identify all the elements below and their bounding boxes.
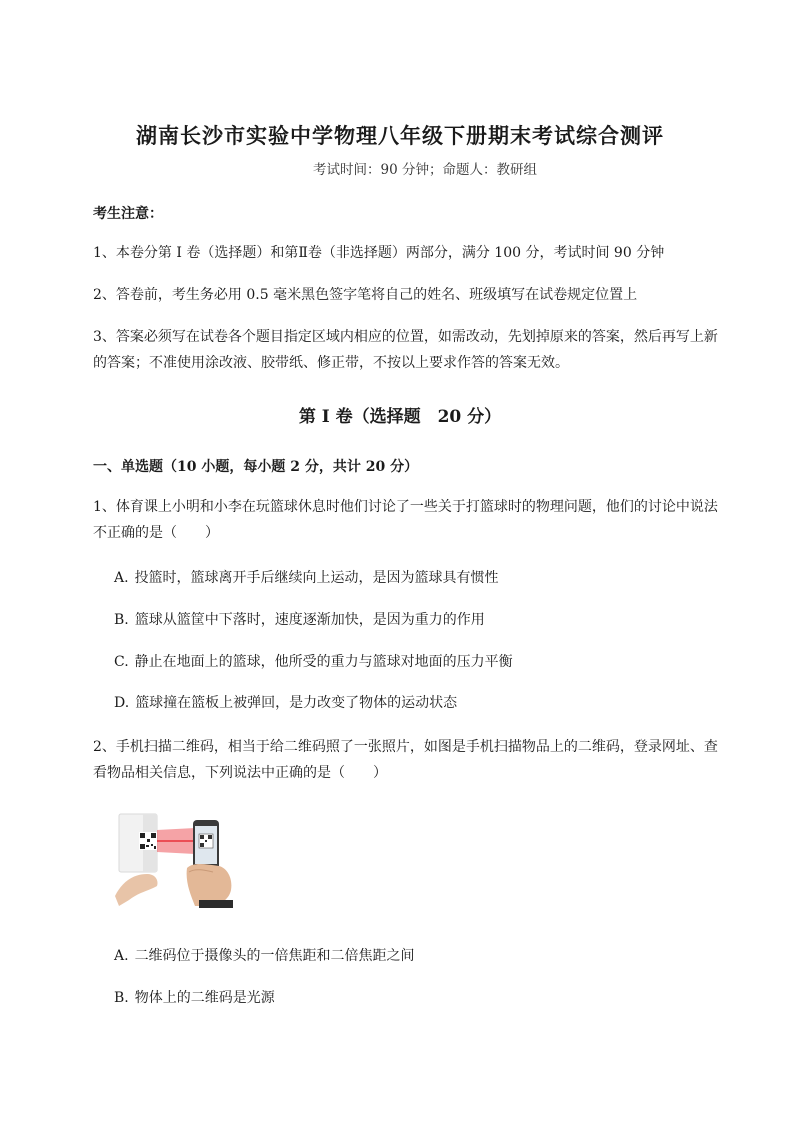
exam-title: 湖南长沙市实验中学物理八年级下册期末考试综合测评 (136, 123, 664, 148)
qr-scan-illustration (115, 808, 235, 908)
note-line-2: 2、答卷前，考生务必用 0.5 毫米黑色签字笔将自己的姓名、班级填写在试卷规定位置上 (93, 287, 638, 303)
notes-heading: 考生注意： (93, 206, 163, 222)
option-letter: B. (114, 612, 129, 628)
question-2-option-a (114, 945, 415, 965)
qr-code-icon (139, 832, 157, 850)
option-text: 二维码位于摄像头的一倍焦距和二倍焦距之间 (134, 948, 415, 964)
phone-icon (193, 820, 219, 870)
question-1-option-a (114, 567, 499, 587)
question-2-stem-line-2: 看物品相关信息，下列说法中正确的是（ ） (93, 765, 387, 781)
option-text: 投篮时，篮球离开手后继续向上运动，是因为篮球具有惯性 (134, 570, 499, 586)
exam-subtitle: 考试时间：90 分钟；命题人：教研组 (313, 162, 537, 178)
option-text: 物体上的二维码是光源 (134, 990, 275, 1006)
question-1-option-b (114, 609, 485, 629)
option-letter: D. (114, 695, 130, 711)
option-letter: A. (114, 948, 129, 964)
option-letter: C. (114, 654, 129, 670)
option-letter: A. (114, 570, 129, 586)
note-line-4: 的答案；不准使用涂改液、胶带纸、修正带，不按以上要求作答的答案无效。 (93, 355, 569, 371)
note-line-1: 1、本卷分第 I 卷（选择题）和第Ⅱ卷（非选择题）两部分，满分 100 分，考试时间 90 分钟 (93, 245, 665, 261)
question-2-stem-line-1: 2、手机扫描二维码，相当于给二维码照了一张照片，如图是手机扫描物品上的二维码，登录网址、查 (93, 739, 718, 755)
part-heading: 一、单选题（10 小题，每小题 2 分，共计 20 分） (93, 459, 419, 475)
question-1-option-c (114, 651, 513, 671)
note-line-3: 3、答案必须写在试卷各个题目指定区域内相应的位置，如需改动，先划掉原来的答案，然后再写上新 (93, 329, 718, 345)
question-1-option-d (114, 692, 457, 712)
question-1-stem-line-1: 1、体育课上小明和小李在玩篮球休息时他们讨论了一些关于打篮球时的物理问题，他们的讨论中说法 (93, 499, 718, 515)
option-text: 静止在地面上的篮球，他所受的重力与篮球对地面的压力平衡 (134, 654, 513, 670)
question-2-option-b (114, 987, 275, 1007)
option-letter: B. (114, 990, 129, 1006)
section-title: 第 I 卷（选择题 20 分） (298, 407, 502, 427)
option-text: 篮球从篮筐中下落时，速度逐渐加快，是因为重力的作用 (134, 612, 485, 628)
question-1-stem-line-2: 不正确的是（ ） (93, 525, 219, 541)
option-text: 篮球撞在篮板上被弹回，是力改变了物体的运动状态 (135, 695, 458, 711)
